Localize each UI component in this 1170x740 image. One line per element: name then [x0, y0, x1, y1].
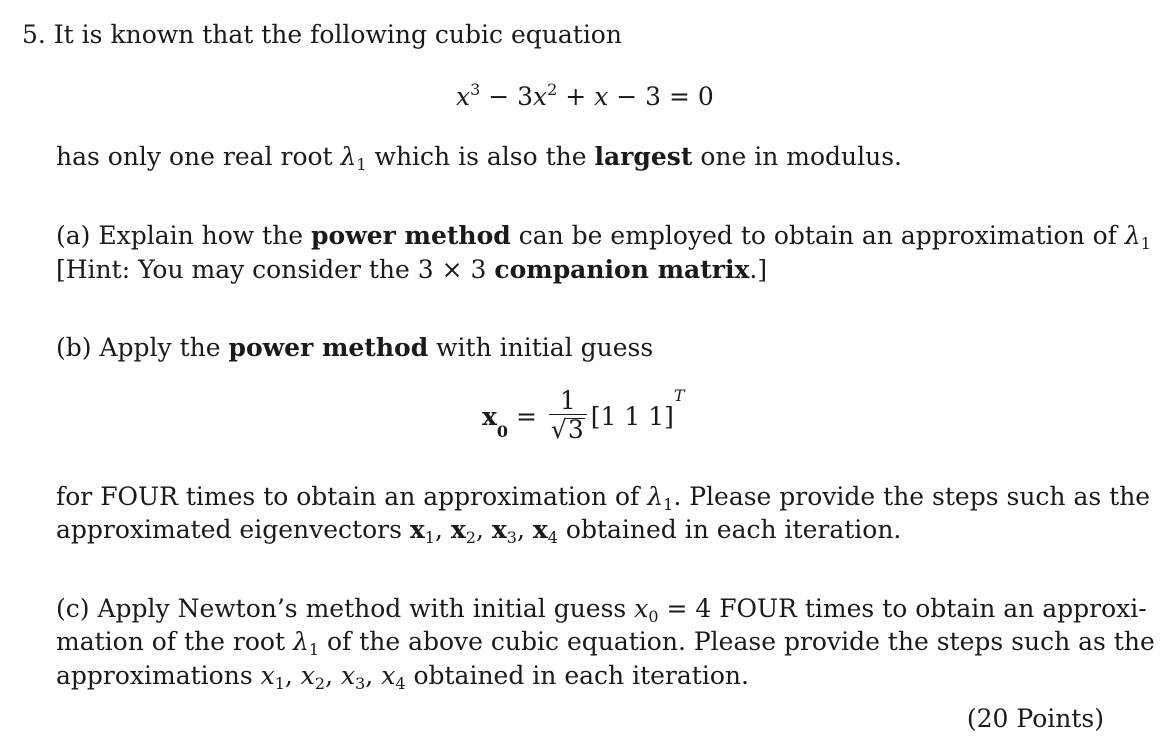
part-b-text2: with initial guess [428, 333, 654, 362]
part-a-bold: power method [311, 221, 511, 250]
eq-exp3: 3 [470, 80, 481, 99]
comma: , [516, 515, 533, 544]
question-intro-text: 5. It is known that the following cubic equation [22, 20, 622, 49]
eq-rest: − 3 = 0 [608, 82, 714, 111]
x0-sub: 0 [496, 422, 509, 441]
fraction-numerator: 1 [549, 388, 587, 415]
approx-x4-sub: 4 [395, 674, 406, 693]
part-c-line1 [56, 594, 1147, 624]
eigvec-x1-sub: 1 [424, 528, 435, 547]
eigvec-x4-sub: 4 [547, 528, 558, 547]
part-a-hint: [Hint: You may consider the 3 × 3 [56, 255, 495, 284]
question-intro [22, 20, 622, 50]
part-b-text3: for FOUR times to obtain an approximation of [56, 482, 648, 511]
comma: , [325, 661, 341, 690]
part-b-line2 [56, 482, 1150, 512]
part-b-text4: . Please provide the steps such as the [673, 482, 1151, 511]
lambda-subscript: 1 [1140, 234, 1151, 253]
lambda-subscript: 1 [663, 495, 674, 514]
part-b-text6: obtained in each iteration. [557, 515, 902, 544]
lambda-symbol: λ [292, 627, 309, 656]
approx-x4: x [381, 661, 396, 690]
root-statement-mid: which is also the [366, 142, 595, 171]
part-c-text: (c) Apply Newton’s method with initial guess [56, 594, 635, 623]
comma: , [434, 515, 451, 544]
part-b-line1 [56, 333, 653, 363]
newton-x0: x [634, 594, 649, 623]
eq-x-var: x [456, 82, 471, 111]
fraction-denominator [549, 415, 587, 445]
eq-x-var2: x [533, 82, 548, 111]
part-c-text6: obtained in each iteration. [405, 661, 749, 690]
approx-x1: x [260, 661, 275, 690]
equals-sign: = [508, 402, 545, 431]
eq-minus1: − 3 [480, 82, 534, 111]
comma: , [475, 515, 492, 544]
eigvec-x3-sub: 3 [506, 528, 517, 547]
newton-x0-sub: 0 [648, 607, 659, 626]
part-a-line1 [56, 221, 1151, 251]
part-c-text3: mation of the root [56, 627, 293, 656]
approx-x2-sub: 2 [314, 674, 326, 693]
initial-guess-equation [482, 388, 685, 445]
lambda-symbol: λ [647, 482, 664, 511]
root-statement [56, 142, 902, 172]
part-a-hint-bold: companion matrix [494, 255, 750, 284]
lambda-symbol: λ [1124, 221, 1141, 250]
eq-plus: + [557, 82, 595, 111]
lambda-subscript: 1 [308, 640, 319, 659]
part-a-text: (a) Explain how the [56, 221, 312, 250]
approx-x1-sub: 1 [274, 674, 285, 693]
part-c-text5: approximations [56, 661, 261, 690]
part-b-line3 [56, 515, 901, 545]
x0-var: x [482, 402, 497, 431]
eigvec-x1: x [409, 515, 425, 544]
cubic-equation [456, 82, 714, 112]
approx-x2: x [300, 661, 315, 690]
transpose-sup: T [673, 386, 685, 405]
sqrt-argument: 3 [567, 415, 584, 444]
approx-x3-sub: 3 [355, 674, 366, 693]
eq-exp2: 2 [547, 80, 558, 99]
part-c-line3 [56, 661, 749, 691]
part-a-hint-end: .] [749, 255, 768, 284]
part-a-text2: can be employed to obtain an approximation of [510, 221, 1125, 250]
fraction [549, 388, 587, 445]
root-statement-pre: has only one real root [56, 142, 341, 171]
eq-x-var3: x [594, 82, 609, 111]
eigvec-x3: x [491, 515, 507, 544]
eigvec-x2-sub: 2 [465, 528, 476, 547]
part-b-text5: approximated eigenvectors [56, 515, 410, 544]
part-b-text: (b) Apply the [56, 333, 229, 362]
eigvec-x4: x [532, 515, 548, 544]
lambda-symbol: λ [340, 142, 357, 171]
lambda-subscript: 1 [356, 155, 367, 174]
part-c-line2 [56, 627, 1155, 657]
approx-x3: x [341, 661, 356, 690]
part-c-text2: = 4 FOUR times to obtain an approxi- [658, 594, 1147, 623]
sqrt-icon: √ [550, 415, 567, 444]
root-statement-post: one in modulus. [692, 142, 902, 171]
root-statement-bold: largest [594, 142, 693, 171]
part-a-line2 [56, 255, 767, 285]
part-c-text4: of the above cubic equation. Please provide the steps such as the [319, 627, 1155, 656]
comma: , [365, 661, 382, 690]
points-label: (20 Points) [966, 704, 1104, 733]
eigvec-x2: x [450, 515, 466, 544]
part-b-bold: power method [228, 333, 429, 362]
comma: , [284, 661, 301, 690]
ones-vector: [1 1 1] [590, 402, 674, 431]
